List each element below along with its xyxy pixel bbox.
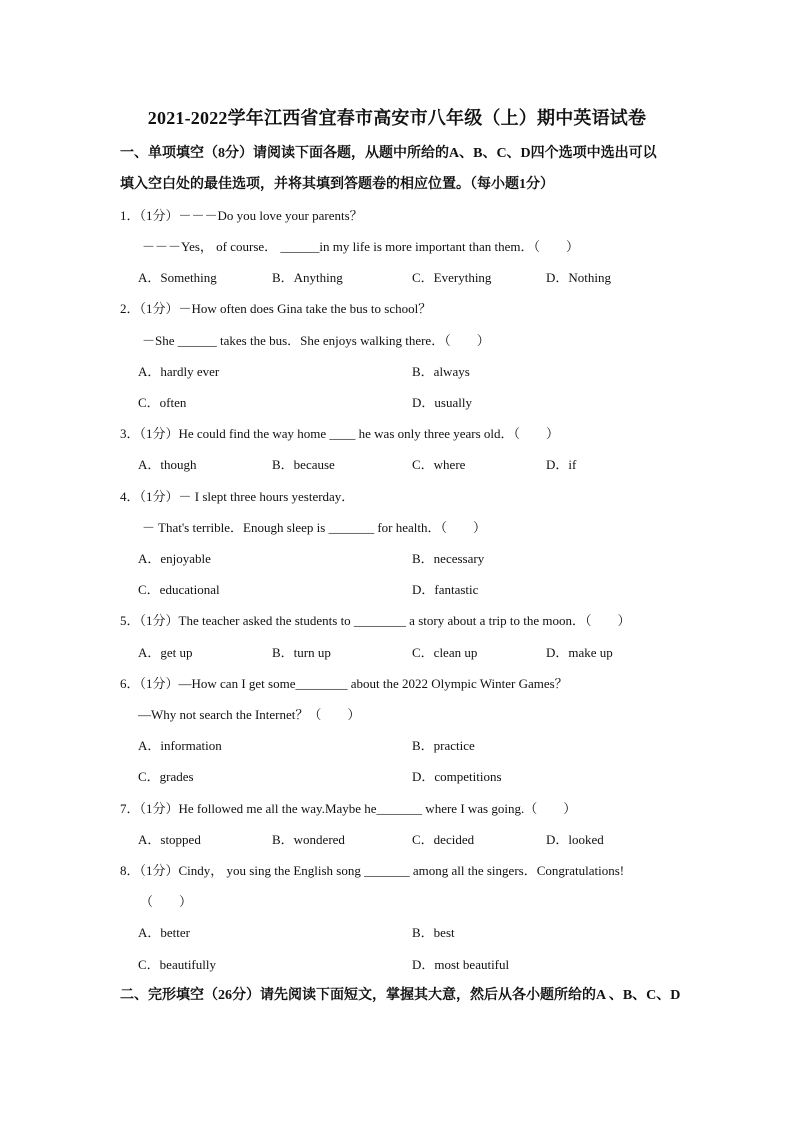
question-3-stem: 3．（1分）He could find the way home ____ he was only three years old．（ ） [120, 426, 560, 441]
question-8-option-c[interactable]: C．beautifully [138, 957, 216, 972]
question-5-option-c[interactable]: C．clean up [412, 645, 478, 660]
question-4-option-a[interactable]: A．enjoyable [138, 551, 211, 566]
question-7-option-d[interactable]: D．looked [546, 832, 604, 847]
section1-heading-line1: 一、单项填空（8分）请阅读下面各题，从题中所给的A、B、C、D四个选项中选出可以 [120, 146, 657, 161]
question-7-option-c[interactable]: C．decided [412, 832, 475, 847]
question-3-option-c[interactable]: C．where [412, 457, 466, 472]
question-2-stem-2: －She ______ takes the bus．She enjoys walking there．（ ） [142, 333, 490, 348]
question-7-option-a[interactable]: A．stopped [138, 832, 201, 847]
question-4-stem: 4．（1分）－ I slept three hours yesterday． [120, 489, 355, 504]
question-1-stem: 1．（1分）－－－Do you love your parents？ [120, 208, 363, 223]
question-2-option-d[interactable]: D．usually [412, 395, 472, 410]
question-1-option-c[interactable]: C．Everything [412, 270, 492, 285]
question-2-option-a[interactable]: A．hardly ever [138, 364, 220, 379]
question-4-option-b[interactable]: B．necessary [412, 551, 485, 566]
question-1-stem-2: －－－Yes， of course． ______in my life is more important than them．（ ） [142, 239, 580, 254]
question-6-option-c[interactable]: C．grades [138, 769, 194, 784]
question-6-stem: 6．（1分）—How can I get some________ about the 2022 Olympic Winter Games？ [120, 676, 568, 691]
question-1-option-a[interactable]: A．Something [138, 270, 217, 285]
question-6-option-b[interactable]: B．practice [412, 738, 475, 753]
question-6-option-d[interactable]: D．competitions [412, 769, 502, 784]
question-5-option-d[interactable]: D．make up [546, 645, 613, 660]
question-5-stem: 5．（1分）The teacher asked the students to ________ a story about a trip to the moon．（ ） [120, 613, 631, 628]
question-3-option-d[interactable]: D．if [546, 457, 577, 472]
question-1-option-b[interactable]: B．Anything [272, 270, 343, 285]
question-3-option-a[interactable]: A．though [138, 457, 197, 472]
question-8-stem: 8．（1分）Cindy， you sing the English song _______ among all the singers．Congratulations! [120, 863, 625, 878]
page-title: 2021-2022学年江西省宜春市高安市八年级（上）期中英语试卷 [147, 108, 647, 128]
question-2-option-b[interactable]: B．always [412, 364, 470, 379]
question-4-option-d[interactable]: D．fantastic [412, 582, 479, 597]
section1-heading-line2: 填入空白处的最佳选项，并将其填到答题卷的相应位置。（每小题1分） [120, 177, 554, 192]
question-7-option-b[interactable]: B．wondered [272, 832, 345, 847]
question-4-stem-2: － That's terrible．Enough sleep is _______ for health．（ ） [142, 520, 487, 535]
question-7-stem: 7．（1分）He followed me all the way.Maybe he_______ where I was going.（ ） [120, 801, 577, 816]
section2-heading-line1: 二、完形填空（26分）请先阅读下面短文，掌握其大意，然后从各小题所给的A 、B、C、D [120, 988, 681, 1003]
question-8-option-a[interactable]: A．better [138, 925, 190, 940]
question-6-option-a[interactable]: A．information [138, 738, 222, 753]
question-2-stem: 2．（1分）－How often does Gina take the bus to school？ [120, 301, 432, 316]
question-8-option-d[interactable]: D．most beautiful [412, 957, 510, 972]
question-6-stem-2: —Why not search the Internet？（ ） [138, 707, 361, 722]
question-2-option-c[interactable]: C．often [138, 395, 187, 410]
question-8-stem-2: （ ） [140, 894, 193, 909]
question-4-option-c[interactable]: C．educational [138, 582, 220, 597]
question-1-option-d[interactable]: D．Nothing [546, 270, 612, 285]
question-5-option-b[interactable]: B．turn up [272, 645, 331, 660]
question-3-option-b[interactable]: B．because [272, 457, 335, 472]
question-5-option-a[interactable]: A．get up [138, 645, 193, 660]
question-8-option-b[interactable]: B．best [412, 925, 455, 940]
